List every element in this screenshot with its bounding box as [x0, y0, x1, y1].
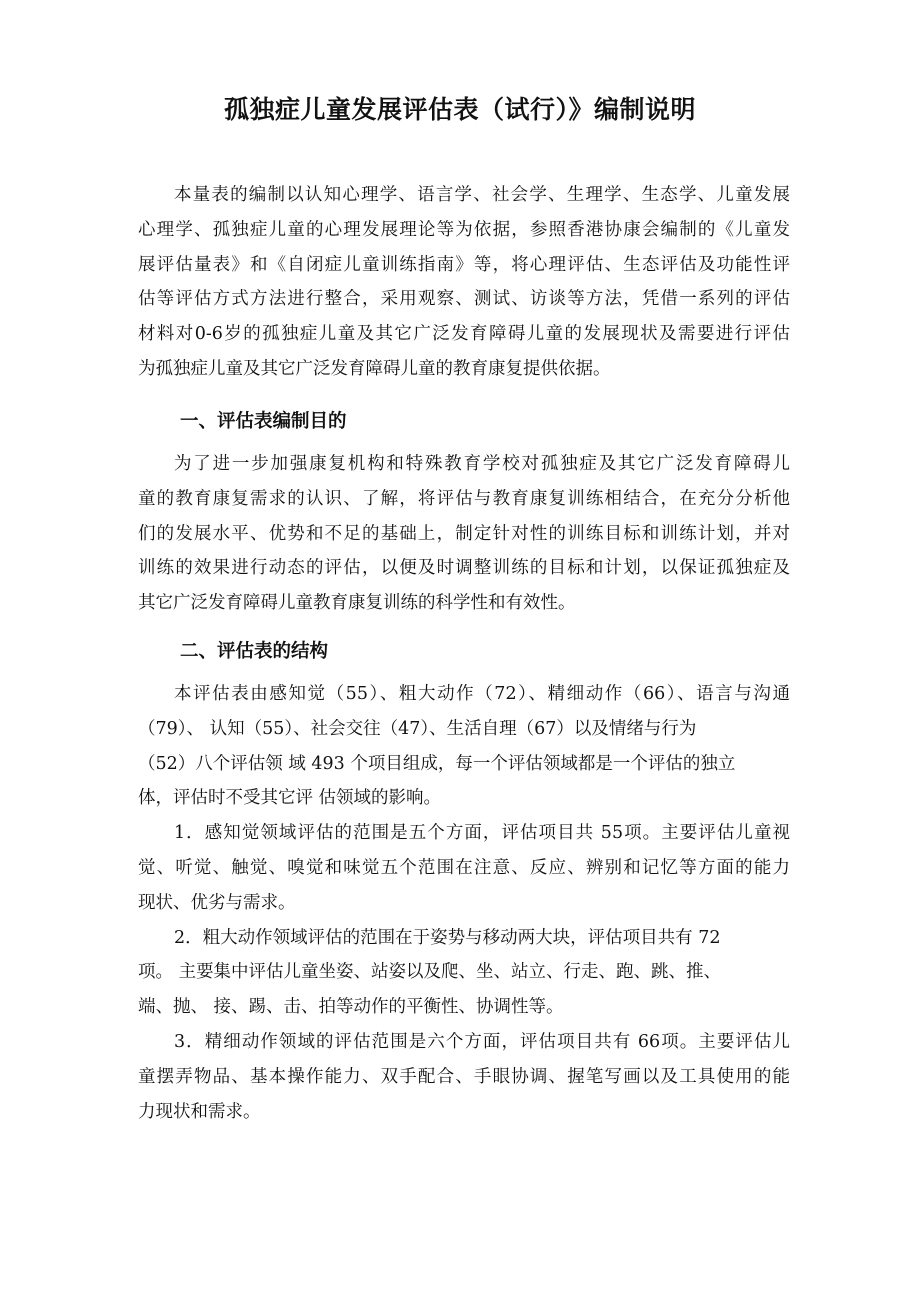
intro-line: 本量表的编制以认知心理学、语言学、社会学、生理学、生态学、儿童发展 — [174, 185, 790, 205]
item-2-line: 2．粗大动作领域评估的范围在于姿势与移动两大块，评估项目共有 72 — [174, 927, 721, 948]
item-1-line: 1．感知觉领域评估的范围是五个方面，评估项目共 55项。主要评估儿童视 — [174, 823, 790, 844]
section-2-para-line: 体，评估时不受其它评 估领域的影响。 — [138, 788, 442, 809]
section-1 — [138, 397, 790, 621]
intro-line: 为孤独症儿童及其它广泛发育障碍儿童的教育康复提供依据。 — [138, 358, 611, 379]
item-2-line: 项。 主要集中评估儿童坐姿、站姿以及爬、坐、站立、行走、跑、跳、推、 — [138, 962, 722, 983]
intro-line: 心理学、孤独症儿童的心理发展理论等为依据，参照香港协康会编制的《儿童发 — [138, 219, 790, 240]
item-1-line: 现状、优劣与需求。 — [138, 892, 296, 913]
item-3-line: 3．精细动作领域的评估范围是六个方面，评估项目共有 66项。主要评估儿 — [174, 1031, 790, 1052]
item-3-line: 童摆弄物品、基本操作能力、双手配合、手眼协调、握笔写画以及工具使用的能 — [138, 1066, 790, 1087]
intro-line: 材料对0-6岁的孤独症儿童及其它广泛发育障碍儿童的发展现状及需要进行评估 — [138, 324, 790, 345]
section-2-para-line: （79）、 认知（55）、社会交往（47）、生活自理（67）以及情绪与行为 — [138, 718, 697, 739]
item-2-line: 端、抛、 接、踢、击、拍等动作的平衡性、协调性等。 — [138, 997, 564, 1018]
intro-line: 展评估量表》和《自闭症儿童训练指南》等，将心理评估、生态评估及功能性评 — [138, 254, 790, 275]
section-2 — [138, 627, 790, 1129]
section-1-line: 为了进一步加强康复机构和特殊教育学校对孤独症及其它广泛发育障碍儿 — [174, 454, 790, 474]
intro-line: 估等评估方式方法进行整合，采用观察、测试、访谈等方法，凭借一系列的评估 — [138, 289, 790, 310]
item-1-line: 觉、听觉、触觉、嗅觉和味觉五个范围在注意、反应、辨别和记忆等方面的能力 — [138, 857, 790, 878]
section-1-line: 们的发展水平、优势和不足的基础上，制定针对性的训练目标和训练计划，并对 — [138, 523, 790, 544]
intro-paragraph — [138, 178, 790, 387]
section-1-line: 其它广泛发育障碍儿童教育康复训练的科学性和有效性。 — [138, 593, 576, 614]
section-1-heading: 一、评估表编制目的 — [180, 411, 347, 432]
section-1-line: 童的教育康复需求的认识、了解，将评估与教育康复训练相结合，在充分分析他 — [138, 488, 790, 509]
section-1-line: 训练的效果进行动态的评估，以便及时调整训练的目标和计划，以保证孤独症及 — [138, 558, 790, 579]
section-2-para-line: 本评估表由感知觉（55）、粗大动作（72）、精细动作（66）、语言与沟通 — [174, 684, 790, 704]
section-2-heading: 二、评估表的结构 — [180, 641, 329, 662]
document-title: 孤独症儿童发展评估表（试行）》编制说明 — [223, 95, 696, 124]
item-3-line: 力现状和需求。 — [138, 1101, 261, 1122]
section-2-para-line: （52）八个评估领 域 493 个项目组成，每一个评估领域都是一个评估的独立 — [138, 753, 736, 774]
